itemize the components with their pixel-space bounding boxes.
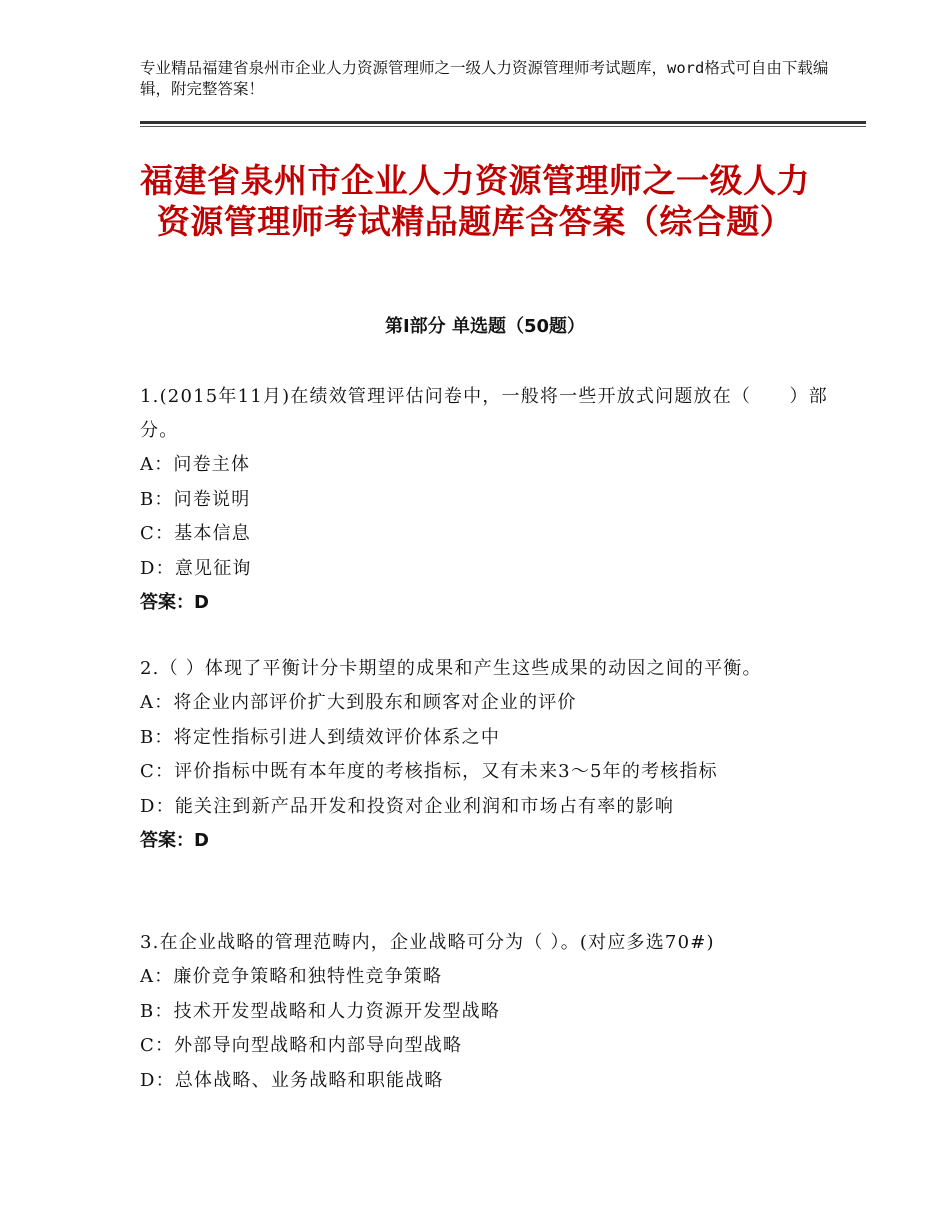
question-stem: 3.在企业战略的管理范畴内，企业战略可分为（ ）。(对应多选70#) xyxy=(140,932,715,953)
option-b: B：将定性指标引进人到绩效评价体系之中 xyxy=(140,726,501,748)
header-note: 专业精品福建省泉州市企业人力资源管理师之一级人力资源管理师考试题库，word格式可自由下载编辑，附完整答案！ xyxy=(140,59,829,98)
option-d: D：总体战略、业务战略和职能战略 xyxy=(140,1069,444,1091)
option-a: A：将企业内部评价扩大到股东和顾客对企业的评价 xyxy=(140,692,577,713)
section-heading: 第Ⅰ部分 单选题（50题） xyxy=(384,316,585,337)
document-title: 福建省泉州市企业人力资源管理师之一级人力资源管理师考试精品题库含答案（综合题） xyxy=(140,161,810,241)
option-a: A：问卷主体 xyxy=(140,454,251,475)
question-stem: 2.（ ）体现了平衡计分卡期望的成果和产生这些成果的动因之间的平衡。 xyxy=(140,658,762,679)
option-c: C：评价指标中既有本年度的考核指标，又有未来3～5年的考核指标 xyxy=(140,761,718,782)
option-d: D：能关注到新产品开发和投资对企业利润和市场占有率的影响 xyxy=(140,795,675,817)
question-1 xyxy=(140,380,830,620)
option-b: B：技术开发型战略和人力资源开发型战略 xyxy=(140,1000,501,1022)
option-b: B：问卷说明 xyxy=(140,488,251,510)
question-2 xyxy=(140,652,830,858)
option-d: D：意见征询 xyxy=(140,557,252,579)
answer: 答案：D xyxy=(140,592,209,613)
answer: 答案：D xyxy=(140,830,209,851)
option-c: C：外部导向型战略和内部导向型战略 xyxy=(140,1035,463,1056)
question-stem: 1.(2015年11月)在绩效管理评估问卷中，一般将一些开放式问题放在（ ）部分。 xyxy=(140,386,828,441)
option-c: C：基本信息 xyxy=(140,523,251,544)
header-rule-thick xyxy=(140,121,866,124)
header-rule-thin xyxy=(140,126,866,127)
question-3 xyxy=(140,926,830,1098)
option-a: A：廉价竞争策略和独特性竞争策略 xyxy=(140,966,443,987)
